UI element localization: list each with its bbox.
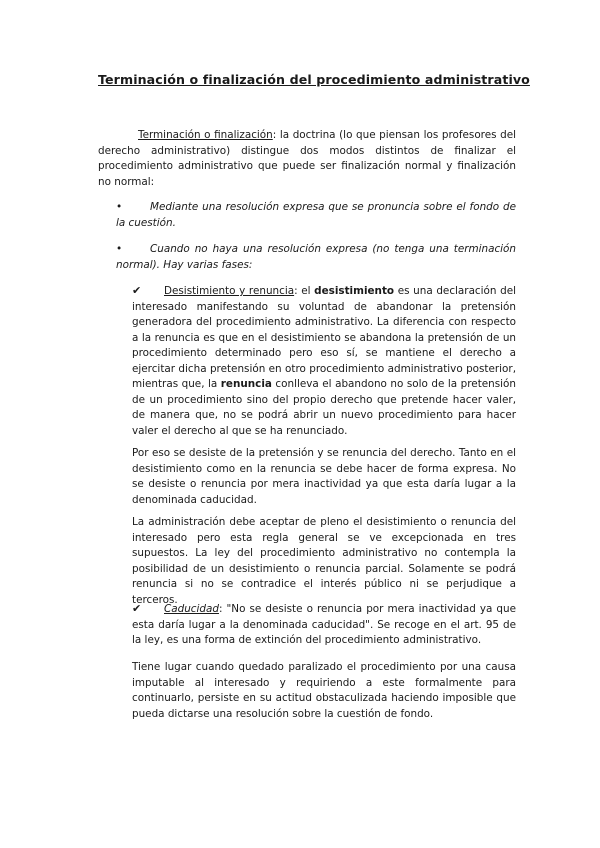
bullet-item (116, 200, 516, 231)
text-run: : el (294, 285, 315, 297)
checkmark-icon: ✔ (132, 284, 142, 297)
bullet-text: Mediante una resolución expresa que se pronuncia sobre el fondo de la cuestión. (116, 201, 516, 229)
caducidad-paragraph-2: Tiene lugar cuando quedado paralizado el procedimiento por una causa imputable al interesado y requiriendo a este formalmente para continuarlo, persiste en su actitud obstaculizada haciendo imposible que pueda dictarse una resolución sobre la cuestión de fondo. (132, 661, 516, 720)
desistimiento-section (132, 283, 516, 439)
bold-term-renuncia: renuncia (220, 378, 272, 390)
desistimiento-term: Desistimiento y renuncia (164, 285, 295, 297)
bullet-text: Cuando no haya una resolución expresa (no tenga una terminación normal). Hay varias fases: (116, 243, 516, 271)
bullet-icon: • (116, 243, 123, 255)
caducidad-term: Caducidad (164, 603, 219, 615)
bullet-item (116, 242, 516, 273)
intro-paragraph (98, 128, 516, 190)
text-run: es una declaración del interesado manifestando su voluntad de abandonar la pretensión generadora del procedimiento administrativo. La diferencia con respecto a la renuncia es que en el desistimiento se abandona la pretensión de un procedimiento determinado pero eso sí, se mantiene el derecho a ejercitar dicha pretensión en otro procedimiento administrativo posterior, mientras que, la (132, 285, 516, 390)
document-title: Terminación o finalización del procedimiento administrativo (98, 72, 530, 87)
bold-term-desistimiento: desistimiento (314, 285, 395, 297)
checkmark-icon: ✔ (132, 602, 142, 615)
caducidad-section (132, 601, 516, 649)
text-run: conlleva el abandono no solo de la pretensión de un procedimiento sino del propio derecho que pretende hacer valer, de manera que, no se podrá abrir un nuevo procedimiento para hacer valer el derecho al que se ha renunciado. (132, 378, 516, 437)
intro-text: : la doctrina (lo que piensan los profesores del derecho administrativo) distingue dos modos distintos de finalizar el procedimiento administrativo que puede ser finalización normal y finalización no normal: (98, 129, 516, 188)
bullet-icon: • (116, 201, 123, 213)
desistimiento-paragraph-3: La administración debe aceptar de pleno el desistimiento o renuncia del interesado pero esta regla general se ve excepcionada en tres supuestos. La ley del procedimiento administrativo no contempla la posibilidad de un desistimiento o renuncia parcial. Solamente se podrá renuncia si no se contradice el interés público ni se perjudique a terceros. (132, 516, 516, 606)
intro-term: Terminación o finalización (138, 129, 273, 141)
text-run: : "No se desiste o renuncia por mera inactividad ya que esta daría lugar a la denominada caducidad". Se recoge en el art. 95 de la ley, es una forma de extinción del procedimiento administrativo. (132, 603, 516, 646)
desistimiento-paragraph-2: Por eso se desiste de la pretensión y se renuncia del derecho. Tanto en el desistimiento como en la renuncia se debe hacer de forma expresa. No se desiste o renuncia por mera inactividad ya que esta daría lugar a la denominada caducidad. (132, 447, 516, 506)
